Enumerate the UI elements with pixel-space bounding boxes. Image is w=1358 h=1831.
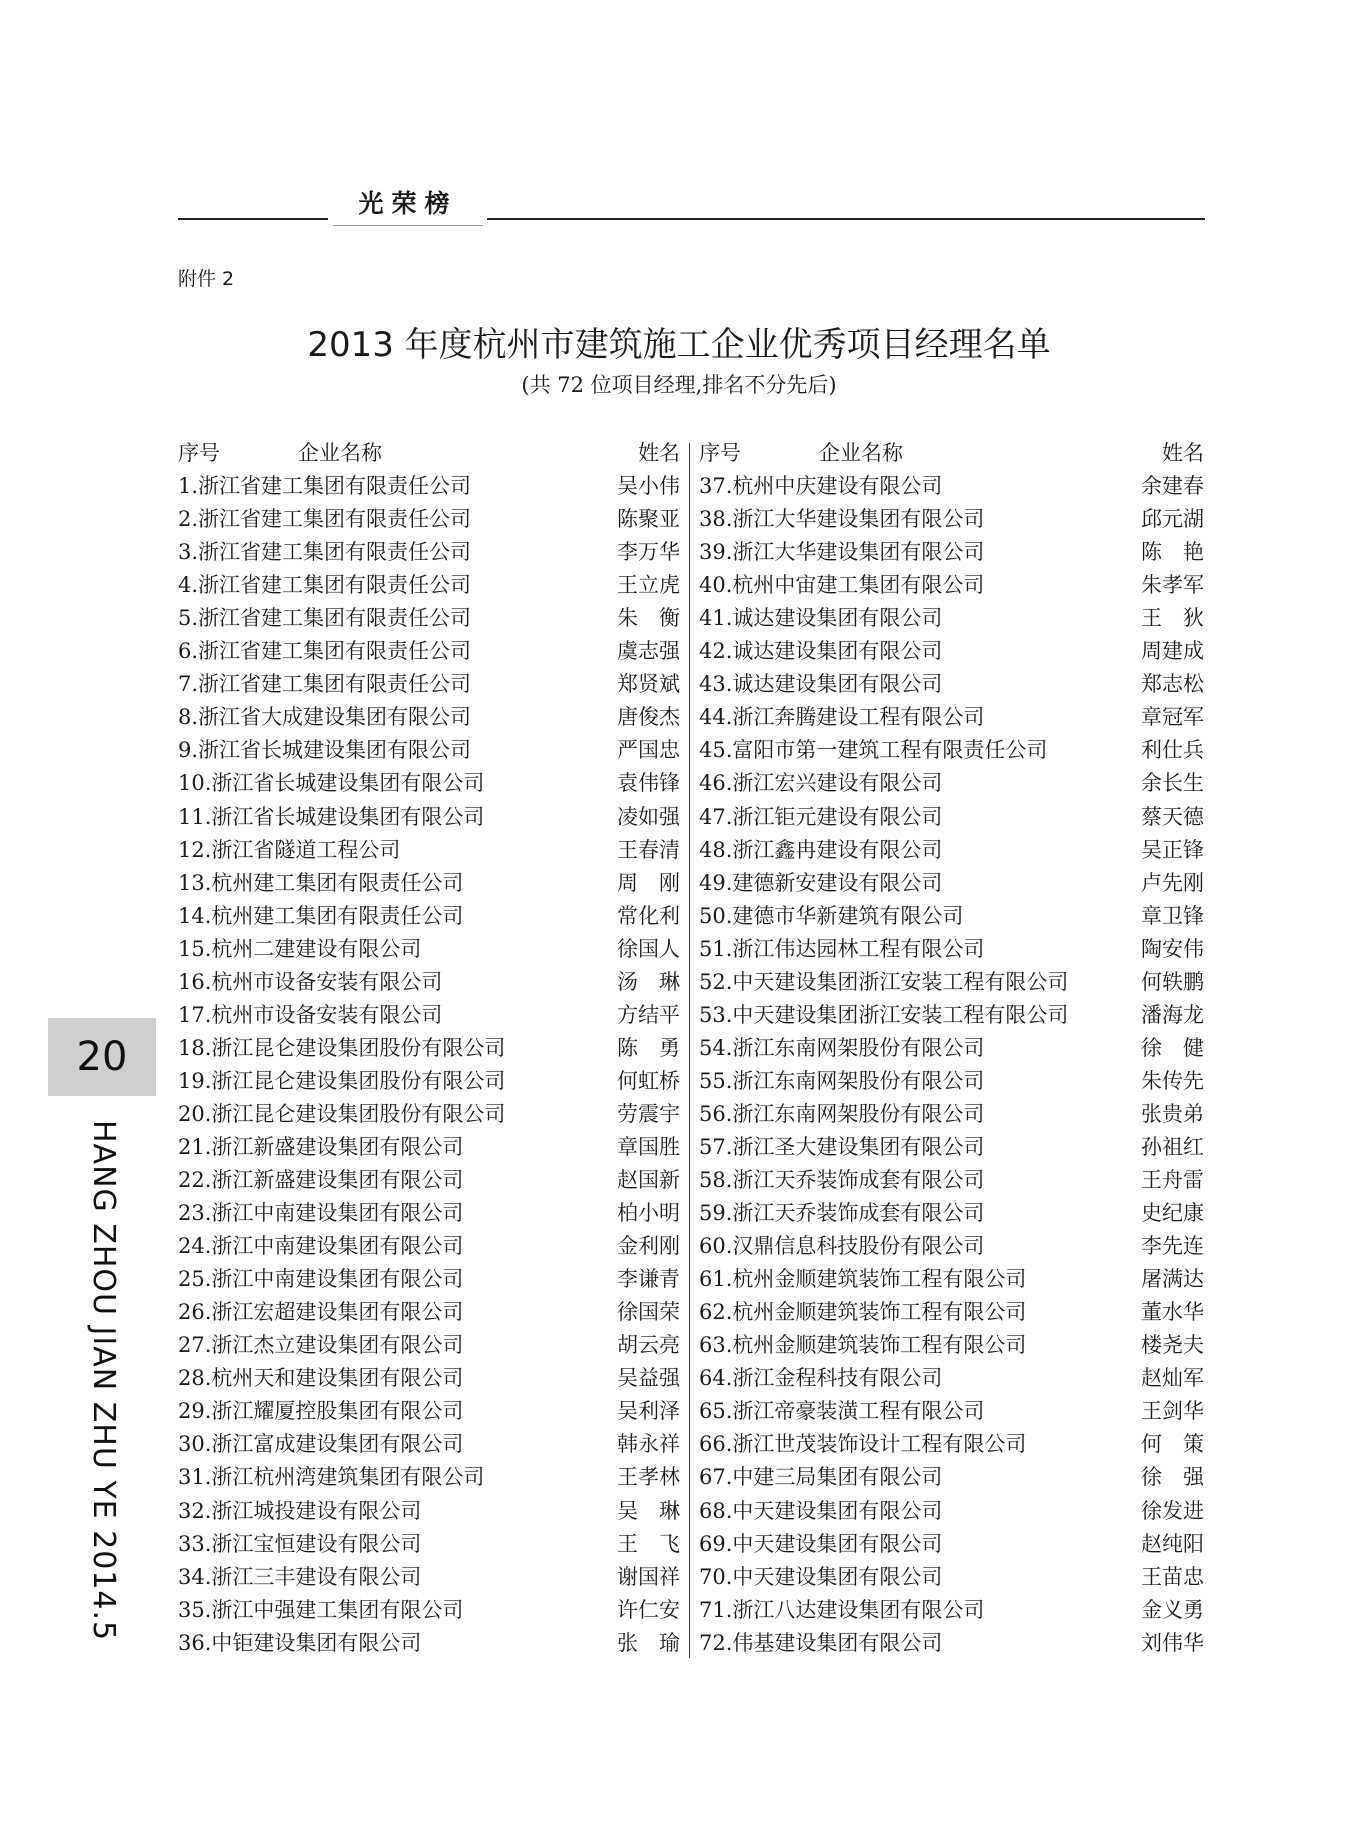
list-item [178,1065,680,1098]
entry-organization: 32.浙江城投建设有限公司 [178,1498,422,1523]
entry-name: 屠满达 [1141,1267,1204,1292]
entry-name: 邱元湖 [1141,507,1204,532]
entry-organization: 71.浙江八达建设集团有限公司 [699,1597,985,1622]
column-divider [689,443,690,1658]
entry-name: 李万华 [617,540,680,565]
list-item [178,867,680,900]
list-item [178,1627,680,1660]
list-item [699,1164,1204,1197]
list-item [178,900,680,933]
header-rule-right [487,218,1205,220]
list-item [699,1296,1204,1329]
entry-organization: 16.杭州市设备安装有限公司 [178,969,443,994]
list-item [699,1561,1204,1594]
list-item [699,1329,1204,1362]
entry-name: 方结平 [617,1002,680,1027]
entry-name: 王立虎 [617,573,680,598]
list-item [699,1428,1204,1461]
entry-organization: 61.杭州金顺建筑装饰工程有限公司 [699,1267,1027,1292]
column-header-name: 姓名 [1162,441,1204,465]
list-item [178,1428,680,1461]
list-column-right [699,437,1204,1660]
document-subtitle: (共 72 位项目经理,排名不分先后) [521,373,837,397]
list-item [699,1594,1204,1627]
entry-organization: 47.浙江钜元建设有限公司 [699,804,943,829]
entry-organization: 1.浙江省建工集团有限责任公司 [178,474,472,499]
list-item [699,900,1204,933]
entry-name: 周 刚 [617,870,680,895]
entry-name: 汤 琳 [617,969,680,994]
list-item [178,668,680,701]
list-item [178,701,680,734]
list-item [699,1197,1204,1230]
entry-organization: 8.浙江省大成建设集团有限公司 [178,705,472,730]
entry-organization: 36.中钜建设集团有限公司 [178,1630,422,1655]
entry-organization: 34.浙江三丰建设有限公司 [178,1564,422,1589]
entry-name: 袁伟锋 [617,771,680,796]
entry-name: 李谦青 [617,1267,680,1292]
entry-name: 吴小伟 [617,474,680,499]
list-item [699,668,1204,701]
entry-organization: 52.中天建设集团浙江安装工程有限公司 [699,969,1069,994]
journal-label: HANG ZHOU JIAN ZHU YE 2014.5 [86,1120,121,1642]
entry-organization: 66.浙江世茂装饰设计工程有限公司 [699,1432,1027,1457]
entry-organization: 58.浙江天乔装饰成套有限公司 [699,1168,985,1193]
entry-name: 何虹桥 [617,1068,680,1093]
entry-name: 王 飞 [617,1531,680,1556]
entry-name: 王苗忠 [1141,1564,1204,1589]
list-item [178,1461,680,1494]
list-item [699,602,1204,635]
entry-organization: 45.富阳市第一建筑工程有限责任公司 [699,738,1048,763]
list-item [178,1263,680,1296]
entry-name: 楼尧夫 [1141,1333,1204,1358]
entry-organization: 13.杭州建工集团有限责任公司 [178,870,464,895]
entry-organization: 33.浙江宝恒建设有限公司 [178,1531,422,1556]
entry-name: 凌如强 [617,804,680,829]
entry-organization: 49.建德新安建设有限公司 [699,870,943,895]
entry-organization: 24.浙江中南建设集团有限公司 [178,1234,464,1259]
entry-name: 余建春 [1141,474,1204,499]
entry-name: 陈 艳 [1141,540,1204,565]
entry-organization: 18.浙江昆仑建设集团股份有限公司 [178,1035,506,1060]
entry-name: 朱传先 [1141,1068,1204,1093]
list-item [699,503,1204,536]
entry-organization: 44.浙江奔腾建设工程有限公司 [699,705,985,730]
entry-name: 金利刚 [617,1234,680,1259]
entry-name: 朱 衡 [617,606,680,631]
entry-organization: 6.浙江省建工集团有限责任公司 [178,639,472,664]
list-item [178,734,680,767]
entry-name: 章国胜 [617,1134,680,1159]
list-item [178,470,680,503]
entry-organization: 40.杭州中宙建工集团有限公司 [699,573,985,598]
list-item [699,1362,1204,1395]
entry-name: 常化利 [617,903,680,928]
entry-name: 严国忠 [617,738,680,763]
list-item [178,536,680,569]
list-item [699,1098,1204,1131]
document-title: 2013 年度杭州市建筑施工企业优秀项目经理名单 [307,325,1051,365]
entry-organization: 65.浙江帝豪装潢工程有限公司 [699,1399,985,1424]
section-title: 光荣榜 [333,186,483,226]
entry-name: 王孝林 [617,1465,680,1490]
list-item [178,602,680,635]
entry-organization: 17.杭州市设备安装有限公司 [178,1002,443,1027]
list-item [699,966,1204,999]
entry-organization: 21.浙江新盛建设集团有限公司 [178,1134,464,1159]
list-item [699,1032,1204,1065]
entry-organization: 2.浙江省建工集团有限责任公司 [178,507,472,532]
list-item [178,801,680,834]
column-header-row [699,437,1204,470]
list-item [178,1561,680,1594]
list-item [699,1395,1204,1428]
entry-name: 张 瑜 [617,1630,680,1655]
list-item [178,1197,680,1230]
entry-name: 赵国新 [617,1168,680,1193]
entry-name: 柏小明 [617,1201,680,1226]
entry-name: 潘海龙 [1141,1002,1204,1027]
entry-name: 董水华 [1141,1300,1204,1325]
list-item [699,867,1204,900]
list-item [699,1131,1204,1164]
entry-organization: 41.诚达建设集团有限公司 [699,606,943,631]
entry-name: 唐俊杰 [617,705,680,730]
entry-name: 吴 琳 [617,1498,680,1523]
list-item [699,1495,1204,1528]
entry-name: 陈聚亚 [617,507,680,532]
list-item [699,569,1204,602]
column-header-row [178,437,680,470]
entry-name: 徐发进 [1141,1498,1204,1523]
list-item [699,1528,1204,1561]
entry-organization: 59.浙江天乔装饰成套有限公司 [699,1201,985,1226]
list-item [699,635,1204,668]
list-item [699,701,1204,734]
list-item [178,1495,680,1528]
entry-organization: 60.汉鼎信息科技股份有限公司 [699,1234,985,1259]
entry-name: 徐 强 [1141,1465,1204,1490]
entry-organization: 15.杭州二建建设有限公司 [178,936,422,961]
entry-name: 谢国祥 [617,1564,680,1589]
entry-name: 王春清 [617,837,680,862]
list-item [178,1329,680,1362]
entry-organization: 5.浙江省建工集团有限责任公司 [178,606,472,631]
list-item [178,1098,680,1131]
entry-organization: 69.中天建设集团有限公司 [699,1531,943,1556]
entry-organization: 12.浙江省隧道工程公司 [178,837,401,862]
entry-organization: 54.浙江东南网架股份有限公司 [699,1035,985,1060]
entry-name: 史纪康 [1141,1201,1204,1226]
entry-organization: 51.浙江伟达园林工程有限公司 [699,936,985,961]
entry-organization: 38.浙江大华建设集团有限公司 [699,507,985,532]
list-item [699,536,1204,569]
entry-organization: 23.浙江中南建设集团有限公司 [178,1201,464,1226]
list-item [178,503,680,536]
entry-organization: 48.浙江鑫冉建设有限公司 [699,837,943,862]
entry-name: 陶安伟 [1141,936,1204,961]
entry-name: 郑贤斌 [617,672,680,697]
entry-organization: 43.诚达建设集团有限公司 [699,672,943,697]
list-item [699,999,1204,1032]
entry-organization: 64.浙江金程科技有限公司 [699,1366,943,1391]
entry-organization: 22.浙江新盛建设集团有限公司 [178,1168,464,1193]
entry-organization: 31.浙江杭州湾建筑集团有限公司 [178,1465,485,1490]
column-header-org: 企业名称 [819,441,903,465]
list-item [699,933,1204,966]
entry-name: 许仁安 [617,1597,680,1622]
entry-organization: 72.伟基建设集团有限公司 [699,1630,943,1655]
entry-organization: 25.浙江中南建设集团有限公司 [178,1267,464,1292]
entry-organization: 28.杭州天和建设集团有限公司 [178,1366,464,1391]
list-item [699,1627,1204,1660]
entry-name: 利仕兵 [1141,738,1204,763]
list-item [699,1461,1204,1494]
entry-name: 章卫锋 [1141,903,1204,928]
entry-organization: 19.浙江昆仑建设集团股份有限公司 [178,1068,506,1093]
entry-name: 赵灿军 [1141,1366,1204,1391]
list-item [178,1296,680,1329]
list-item [178,767,680,800]
entry-organization: 53.中天建设集团浙江安装工程有限公司 [699,1002,1069,1027]
entry-organization: 42.诚达建设集团有限公司 [699,639,943,664]
list-item [178,569,680,602]
list-item [178,966,680,999]
entry-name: 虞志强 [617,639,680,664]
list-item [178,1032,680,1065]
entry-name: 蔡天德 [1141,804,1204,829]
list-item [178,1528,680,1561]
entry-organization: 9.浙江省长城建设集团有限公司 [178,738,472,763]
list-item [178,1164,680,1197]
list-item [178,1131,680,1164]
entry-organization: 29.浙江耀厦控股集团有限公司 [178,1399,464,1424]
entry-name: 卢先刚 [1141,870,1204,895]
entry-organization: 14.杭州建工集团有限责任公司 [178,903,464,928]
column-header-org: 企业名称 [298,441,382,465]
entry-organization: 57.浙江圣大建设集团有限公司 [699,1134,985,1159]
list-item [699,734,1204,767]
list-column-left [178,437,680,1660]
entry-organization: 26.浙江宏超建设集团有限公司 [178,1300,464,1325]
entry-name: 何轶鹏 [1141,969,1204,994]
entry-name: 韩永祥 [617,1432,680,1457]
list-item [699,1065,1204,1098]
entry-name: 徐国人 [617,936,680,961]
entry-organization: 10.浙江省长城建设集团有限公司 [178,771,485,796]
entry-organization: 7.浙江省建工集团有限责任公司 [178,672,472,697]
attachment-label: 附件 2 [178,268,235,290]
entry-organization: 55.浙江东南网架股份有限公司 [699,1068,985,1093]
entry-name: 王 狄 [1141,606,1204,631]
entry-organization: 37.杭州中庆建设有限公司 [699,474,943,499]
entry-name: 徐 健 [1141,1035,1204,1060]
entry-organization: 62.杭州金顺建筑装饰工程有限公司 [699,1300,1027,1325]
entry-name: 胡云亮 [617,1333,680,1358]
entry-name: 周建成 [1141,639,1204,664]
entry-organization: 27.浙江杰立建设集团有限公司 [178,1333,464,1358]
list-item [699,1230,1204,1263]
column-header-seq: 序号 [178,441,220,465]
entry-organization: 11.浙江省长城建设集团有限公司 [178,804,485,829]
entry-organization: 46.浙江宏兴建设有限公司 [699,771,943,796]
entry-name: 陈 勇 [617,1035,680,1060]
entry-organization: 20.浙江昆仑建设集团股份有限公司 [178,1101,506,1126]
entry-name: 王舟雷 [1141,1168,1204,1193]
entry-organization: 35.浙江中强建工集团有限公司 [178,1597,464,1622]
entry-name: 徐国荣 [617,1300,680,1325]
entry-name: 赵纯阳 [1141,1531,1204,1556]
entry-name: 金义勇 [1141,1597,1204,1622]
entry-organization: 4.浙江省建工集团有限责任公司 [178,573,472,598]
column-header-name: 姓名 [638,441,680,465]
list-item [178,834,680,867]
list-item [178,933,680,966]
header-rule-left [178,218,328,220]
entry-name: 何 策 [1141,1432,1204,1457]
list-item [699,801,1204,834]
list-item [178,1395,680,1428]
entry-name: 吴益强 [617,1366,680,1391]
entry-name: 吴利泽 [617,1399,680,1424]
entry-name: 章冠军 [1141,705,1204,730]
entry-organization: 56.浙江东南网架股份有限公司 [699,1101,985,1126]
column-header-seq: 序号 [699,441,741,465]
entry-name: 朱孝军 [1141,573,1204,598]
entry-name: 余长生 [1141,771,1204,796]
entry-name: 孙祖红 [1141,1134,1204,1159]
list-item [178,1362,680,1395]
list-item [178,1594,680,1627]
entry-organization: 30.浙江富成建设集团有限公司 [178,1432,464,1457]
entry-organization: 67.中建三局集团有限公司 [699,1465,943,1490]
entry-name: 王剑华 [1141,1399,1204,1424]
list-item [699,1263,1204,1296]
entry-name: 郑志松 [1141,672,1204,697]
entry-name: 张贵弟 [1141,1101,1204,1126]
entry-organization: 70.中天建设集团有限公司 [699,1564,943,1589]
list-item [699,470,1204,503]
entry-organization: 63.杭州金顺建筑装饰工程有限公司 [699,1333,1027,1358]
list-item [178,999,680,1032]
entry-organization: 3.浙江省建工集团有限责任公司 [178,540,472,565]
list-item [178,635,680,668]
entry-organization: 68.中天建设集团有限公司 [699,1498,943,1523]
list-item [178,1230,680,1263]
list-item [699,834,1204,867]
entry-name: 刘伟华 [1141,1630,1204,1655]
entry-organization: 50.建德市华新建筑有限公司 [699,903,964,928]
entry-name: 李先连 [1141,1234,1204,1259]
entry-name: 劳震宇 [617,1101,680,1126]
list-item [699,767,1204,800]
page-number: 20 [48,1018,156,1096]
entry-name: 吴正锋 [1141,837,1204,862]
entry-organization: 39.浙江大华建设集团有限公司 [699,540,985,565]
